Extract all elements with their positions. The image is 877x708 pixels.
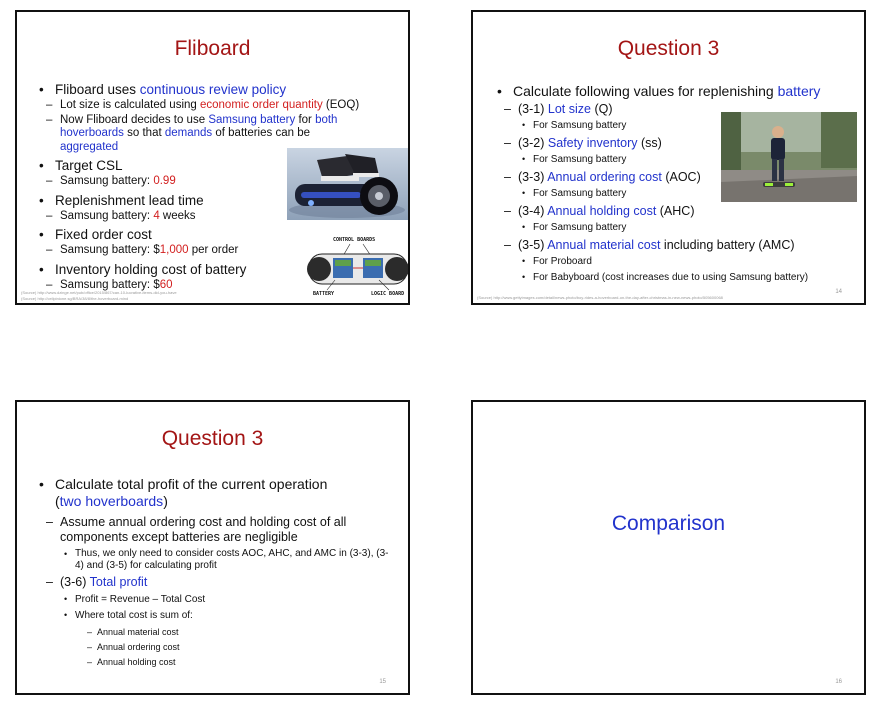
- label-battery: BATTERY: [313, 291, 335, 297]
- sub-bullet-fixed-cost: – Samsung battery: $1,000 per order: [46, 244, 409, 258]
- sub-item: • For Samsung battery: [522, 187, 865, 200]
- item-annual-material-cost: – (3-5) Annual material cost including battery (AMC): [504, 238, 865, 253]
- slide-fliboard[interactable]: [15, 10, 410, 305]
- sub-bullet-samsung: – Now Fliboard decides to use Samsung battery for both hoverboards so that demands of batteries can be aggregated: [46, 114, 350, 155]
- page-number: 15: [379, 679, 386, 685]
- sub-bullet-csl: – Samsung battery: 0.99: [46, 175, 409, 189]
- sub-item: • For Babyboard (cost increases due to using Samsung battery): [522, 271, 865, 284]
- bullet-holding-cost: • Inventory holding cost of battery: [39, 261, 409, 278]
- slide-comparison[interactable]: [471, 400, 866, 695]
- bullet-total-profit: • Calculate total profit of the current operation (two hoverboards): [39, 476, 399, 510]
- sub-bullet-assume: – Assume annual ordering cost and holding cost of all components except batteries are negligible: [46, 515, 378, 545]
- sub-item: • For Samsung battery: [522, 153, 865, 166]
- slide-title: Question 3: [161, 427, 264, 450]
- sub-bullet-holding-cost: – Samsung battery: $60: [46, 279, 409, 293]
- label-control-boards: CONTROL BOARDS: [333, 237, 376, 243]
- cost-item: – Annual ordering cost: [87, 641, 399, 653]
- sub-sub-bullet: • Where total cost is sum of:: [64, 609, 399, 622]
- sub-sub-bullet: • Profit = Revenue – Total Cost: [64, 593, 399, 606]
- hoverboard-photo: [287, 148, 409, 220]
- bullet-target-csl: • Target CSL: [39, 157, 409, 174]
- sub-bullet-lot-size: – Lot size is calculated using economic order quantity (EOQ): [46, 99, 409, 113]
- sub-bullet-lead-time: – Samsung battery: 4 weeks: [46, 210, 409, 224]
- item-annual-holding-cost: – (3-4) Annual holding cost (AHC): [504, 204, 865, 219]
- slide-question-3-profit[interactable]: [15, 400, 410, 695]
- slide-body: [39, 473, 399, 668]
- slide-source: (Source) http://cellpinione.sg/BRA/38/8/the-hoverboard-mind: [21, 296, 129, 301]
- slide-question-3-replenish[interactable]: [471, 10, 866, 305]
- slide-title: Question 3: [617, 37, 720, 60]
- sub-item: • For Samsung battery: [522, 119, 865, 132]
- board-diagram: [305, 236, 410, 300]
- bullet-fixed-cost: • Fixed order cost: [39, 226, 409, 243]
- slide-title: Fliboard: [174, 37, 251, 60]
- bullet-review-policy: • Fliboard uses continuous review policy: [39, 81, 409, 98]
- slide-title: Comparison: [611, 512, 726, 535]
- cost-item: – Annual material cost: [87, 626, 399, 638]
- boy-hoverboard-photo: [721, 112, 857, 202]
- label-logic-board: LOGIC BOARD: [371, 291, 405, 297]
- sub-sub-bullet: • Thus, we only need to consider costs AOC, AHC, and AMC in (3-3), (3-4) and (3-5) for calculating profit: [64, 548, 390, 572]
- page-number: 16: [835, 679, 842, 685]
- item-lot-size: – (3-1) Lot size (Q): [504, 102, 865, 117]
- slide-source: (Source) http://www.dzinge.net/pub/office/2015/867/can-10-lucrative-items-did-you-have: [21, 290, 177, 295]
- cost-item: – Annual holding cost: [87, 656, 399, 668]
- item-safety-inventory: – (3-2) Safety inventory (ss): [504, 136, 865, 151]
- sub-item: • For Proboard: [522, 255, 865, 268]
- slide-source: (Source) http://www.gettyimages.com/detail/news-photo/boy-rides-a-hoverboard-on-the-day-after-christmas-in-new-news-photo/505600068: [477, 295, 723, 300]
- bullet-calculate: • Calculate following values for replenishing battery: [497, 83, 865, 100]
- page-number: 14: [835, 289, 842, 295]
- sub-bullet-total-profit: – (3-6) Total profit: [46, 575, 399, 590]
- item-annual-ordering-cost: – (3-3) Annual ordering cost (AOC): [504, 170, 865, 185]
- sub-item: • For Samsung battery: [522, 221, 865, 234]
- bullet-lead-time: • Replenishment lead time: [39, 192, 409, 209]
